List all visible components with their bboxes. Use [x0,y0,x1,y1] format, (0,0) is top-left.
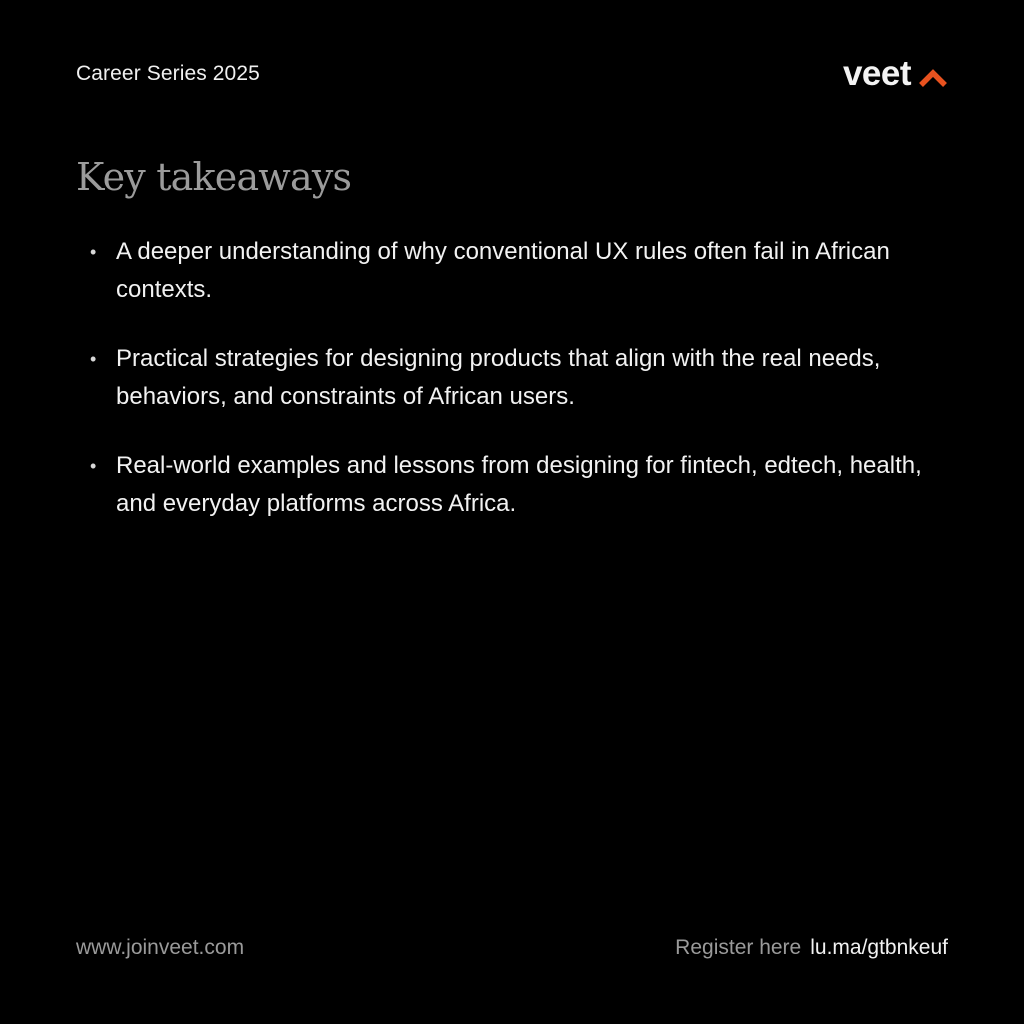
register-cta [675,936,948,960]
takeaway-text: Practical strategies for designing products that align with the real needs, behaviors, and constraints of African users. [116,345,881,410]
brand-logo [843,54,948,94]
register-label: Register here [675,936,802,959]
website-link[interactable]: www.joinveet.com [76,936,245,959]
takeaway-text: A deeper understanding of why conventional UX rules often fail in African contexts. [116,238,890,303]
list-item [88,447,948,523]
list-item [88,233,948,309]
register-link[interactable]: lu.ma/gtbnkeuf [810,936,948,959]
brand-name: veet [842,54,911,93]
takeaway-text: Real-world examples and lessons from designing for fintech, edtech, health, and everyday platforms across Africa. [116,452,922,517]
list-item [88,340,948,416]
chevron-up-icon [918,67,948,89]
takeaways-list [88,233,948,554]
bullet-icon: • [90,349,97,369]
bullet-icon: • [90,456,97,476]
page-title: Key takeaways [76,155,352,199]
series-label: Career Series 2025 [76,62,260,85]
bullet-icon: • [90,242,97,262]
